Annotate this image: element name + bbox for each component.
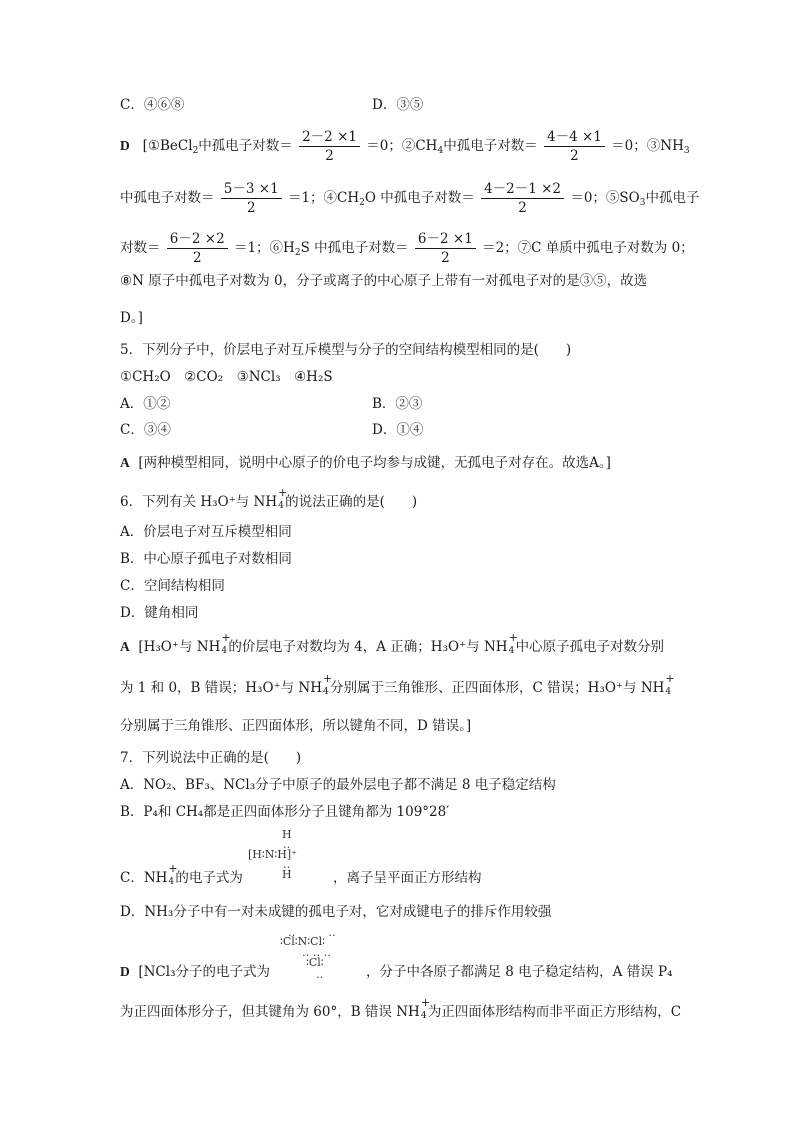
- answer-line-3: 对数＝ $\frac{6-2 \times 2}{2}$ ＝1；$⑥H_2S$ 中孤电子对数＝ $\frac{6-2 \times 1}{2}$ ＝2；⑦C 单质中孤电子对数为 0；: [120, 231, 694, 266]
- ion-charge: + 4: [420, 995, 431, 1021]
- q5-items: ①CH₂O ②CO₂ ③NCl₃ ④H₂S: [120, 369, 333, 385]
- answer-line-4: ⑧N 原子中孤电子对数为 0，分子或离子的中心原子上带有一对孤电子对的是③⑤，故选: [120, 273, 648, 289]
- q5-option-a: A．①②: [120, 396, 171, 412]
- q6-option-d: D．键角相同: [120, 605, 199, 621]
- fraction: $\frac{6-2 \times 1}{2}$: [415, 230, 476, 267]
- answer-line-2: 中孤电子对数＝ $\frac{5-3 \times 1}{2}$ ＝1；$④CH_2O$ 中孤电子对数＝ $\frac{4-2-1 \times 2}{2}$ ＝0；$⑤SO_3$中孤电子: [120, 181, 700, 216]
- ion-charge: + 4: [278, 485, 288, 511]
- q6-stem: 6．下列有关 H₃O⁺与 NH + 4 的说法正确的是( ): [120, 485, 418, 511]
- q7-stem: 7．下列说法中正确的是( ): [120, 750, 302, 766]
- q7-option-c-tail: ，离子呈平面正方形结构: [333, 870, 482, 886]
- option-d: D．③⑤: [372, 97, 424, 113]
- q7-option-d: D．NH₃分子中有一对未成键的孤电子对，它对成键电子的排斥作用较强: [120, 904, 552, 920]
- q7-answer-line-1: D [NCl₃分子的电子式为: [120, 964, 270, 980]
- ion-charge: + 4: [665, 671, 675, 697]
- ion-charge: + 4: [168, 861, 178, 887]
- fraction: $\frac{4-4 \times 1}{2}$: [544, 128, 605, 165]
- q7-option-c: C．NH + 4 的电子式为: [120, 861, 243, 887]
- q7-answer-line-2: 为正四面体形分子，但其键角为 60°，B 错误 NH + 4 为正四面体形结构而非平面正方形结构，C: [120, 995, 682, 1021]
- q5-answer: A [两种模型相同，说明中心原子的价电子均参与成键，无孤电子对存在。故选A。]: [120, 455, 611, 471]
- ion-charge: + 4: [221, 630, 231, 656]
- answer-line-5: D。]: [120, 310, 143, 326]
- q5-option-b: B．②③: [372, 396, 423, 412]
- option-c: C．④⑥⑧: [120, 97, 185, 113]
- fraction: $\frac{4-2-1 \times 2}{2}$: [481, 180, 564, 217]
- q7-option-b: B．P₄和 CH₄都是正四面体形分子且键角都为 109°28′: [120, 804, 450, 820]
- q6-answer-line-2: 为 1 和 0，B 错误；H₃O⁺与 NH + 4 分别属于三角锥形、正四面体形，C 错误；H₃O⁺与 NH + 4: [120, 671, 675, 697]
- q7-option-a: A．NO₂、BF₃、NCl₃分子中原子的最外层电子都不满足 8 电子稳定结构: [120, 777, 556, 793]
- q6-answer-line-3: 分别属于三角锥形、正四面体形，所以键角不同，D 错误。]: [120, 718, 472, 734]
- q5-option-d: D．①④: [372, 422, 424, 438]
- ion-charge: + 4: [508, 630, 518, 656]
- q6-answer-line-1: A [H₃O⁺与 NH + 4 的价层电子对数均为 4，A 正确；H₃O⁺与 NH + 4 中心原子孤电子对数分别: [120, 630, 665, 656]
- answer-line-1: D [①BeCl$_2$中孤电子对数＝ $\frac{2-2 \times 1}{2}$ ＝0；$②CH_4$中孤电子对数＝ $\frac{4-4 \times 1}{2}$ ＝0；$③NH_3$: [120, 129, 690, 164]
- q6-option-c: C．空间结构相同: [120, 578, 225, 594]
- q7-answer-line-1-tail: ，分子中各原子都满足 8 电子稳定结构，A 错误 P₄: [366, 964, 673, 980]
- q6-option-a: A．价层电子对互斥模型相同: [120, 524, 292, 540]
- fraction: $\frac{5-3 \times 1}{2}$: [221, 180, 282, 217]
- fraction: $\frac{6-2 \times 2}{2}$: [167, 230, 228, 267]
- fraction: $\frac{2-2 \times 1}{2}$: [299, 128, 360, 165]
- ion-charge: + 4: [323, 671, 333, 697]
- q5-option-c: C．③④: [120, 422, 171, 438]
- q5-stem: 5．下列分子中，价层电子对互斥模型与分子的空间结构模型相同的是( ): [120, 342, 572, 358]
- q6-option-b: B．中心原子孤电子对数相同: [120, 551, 292, 567]
